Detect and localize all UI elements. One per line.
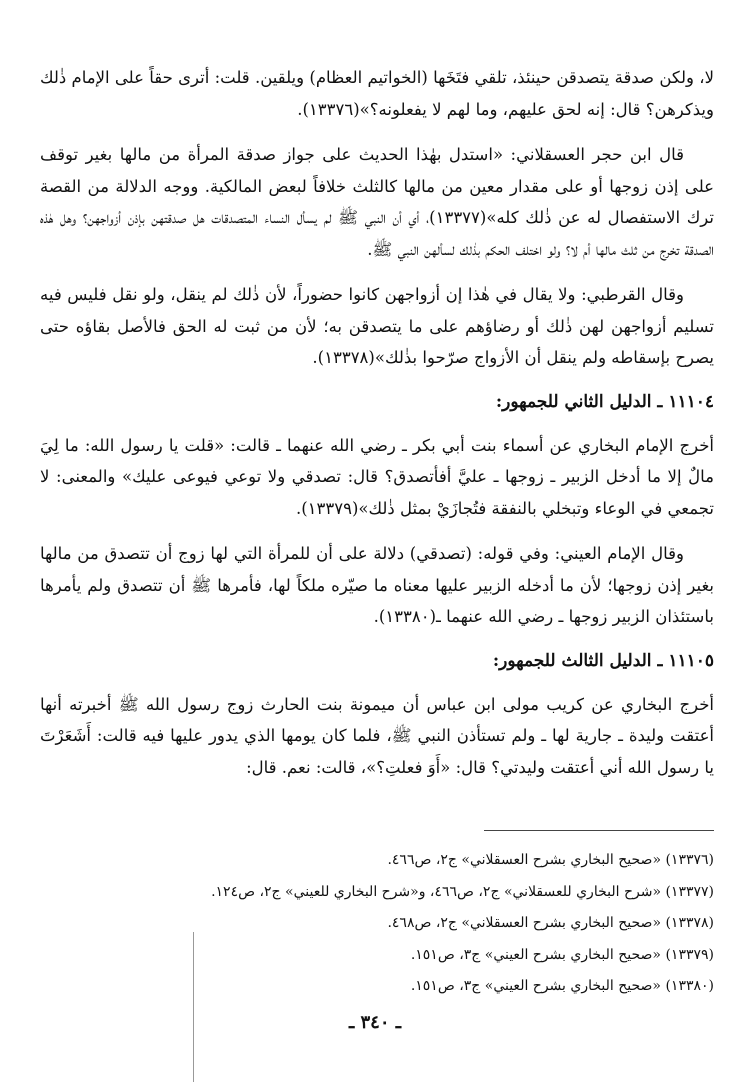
section-heading: ١١١٠٥ ـ الدليل الثالث للجمهور: xyxy=(492,650,714,671)
main-text xyxy=(40,62,714,797)
paragraph: وقال القرطبي: ولا يقال في هٰذا إن أزواجهن كانوا حضوراً، لأن ذٰلك لم ينقل، ولو نقل فليس فيه تسليم أزواجهن لهن ذٰلك أو رضاؤهم على ما يتصدقن به؛ لأن من ثبت له الحق فالأصل بقاؤه حتى يصرح بإسقاطه ولم ينقل أن الأزواج صرّحوا بذٰلك»(١٣٣٧٨). xyxy=(40,285,714,367)
page-number: ـ ٣٤٠ ـ xyxy=(348,1012,402,1033)
paragraph: أخرج البخاري عن كريب مولى ابن عباس أن ميمونة بنت الحارث زوج رسول الله ﷺ أخبرته أنها أعتقت وليدة ـ جارية لها ـ ولم تستأذن النبي ﷺ، فلما كان يومها الذي يدور عليها فيه قالت: أَشَعَرْتَ يا رسول الله أني أعتقت وليدتي؟ قال: «أَوَ فعلتِ؟»، قالت: نعم. قال: xyxy=(40,694,714,777)
footnote-divider xyxy=(484,830,714,831)
footnote: (١٣٣٨٠) «صحيح البخاري بشرح العيني» ج٣، ص١٥١. xyxy=(410,978,714,995)
paragraph: أخرج الإمام البخاري عن أسماء بنت أبي بكر ـ رضي الله عنهما ـ قالت: «قلت يا رسول الله: ما لِيَ مالٌ إلا ما أدخل الزبير ـ زوجها ـ عليَّ أفأتصدق؟ قال: تصدقي ولا توعي فيوعى عليك» والمعنى: لا تجمعي في الوعاء وتبخلي بالنفقة فتُجازَيْ بمثل ذٰلك»(١٣٣٧٩). xyxy=(40,435,714,518)
paragraph: لا، ولكن صدقة يتصدقن حينئذ، تلقي فتَخَها (الخواتيم العظام) ويلقين. قلت: أترى حقاً على الإمام ذٰلك ويذكرهن؟ قال: إنه لحق عليهم، وما لهم لا يفعلونه؟»(١٣٣٧٦). xyxy=(40,68,714,119)
paragraph: وقال الإمام العيني: وفي قوله: (تصدقي) دلالة على أن للمرأة التي لها زوج أن تتصدق من مالها بغير إذن زوجها؛ لأن ما أدخله الزبير عليها معناه ما صيّره ملكاً لها، فأمرها ﷺ أن تتصدق ولم يأمرها باستئذان الزبير زوجها ـ رضي الله عنهما ـ(١٣٣٨٠). xyxy=(40,544,714,626)
paragraph: قال ابن حجر العسقلاني: «استدل بهٰذا الحديث على جواز صدقة المرأة من مالها بغير توقف على إذن زوجها أو على مقدار معين من مالها كالثلث خلافاً لبعض المالكية. ووجه الدلالة من القصة ترك الاستفصال له عن ذٰلك كله»(١٣٣٧٧)، أي أن النبي ﷺ لم يسأل النساء المتصدقات هل صدقتهن بإذن أزواجهن؟ وهل هٰذه الصدقة تخرج من ثلث مالها أم لا؟ ولو اختلف الحكم بذٰلك لسألهن النبي ﷺ. xyxy=(40,145,714,259)
footnote: (١٣٣٧٦) «صحيح البخاري بشرح العسقلاني» ج٢، ص٤٦٦. xyxy=(387,852,714,868)
section-heading: ١١١٠٤ ـ الدليل الثاني للجمهور: xyxy=(495,391,714,412)
footnote: (١٣٣٧٩) «صحيح البخاري بشرح العيني» ج٣، ص١٥١. xyxy=(410,946,714,963)
page-edge-line xyxy=(193,932,194,1082)
footnote: (١٣٣٧٨) «صحيح البخاري بشرح العسقلاني» ج٢، ص٤٦٨. xyxy=(387,915,714,932)
footnotes xyxy=(40,830,714,1003)
footnote: (١٣٣٧٧) «شرح البخاري للعسقلاني» ج٢، ص٤٦٦، و«شرح البخاري للعيني» ج٢، ص١٢٤. xyxy=(211,883,714,900)
